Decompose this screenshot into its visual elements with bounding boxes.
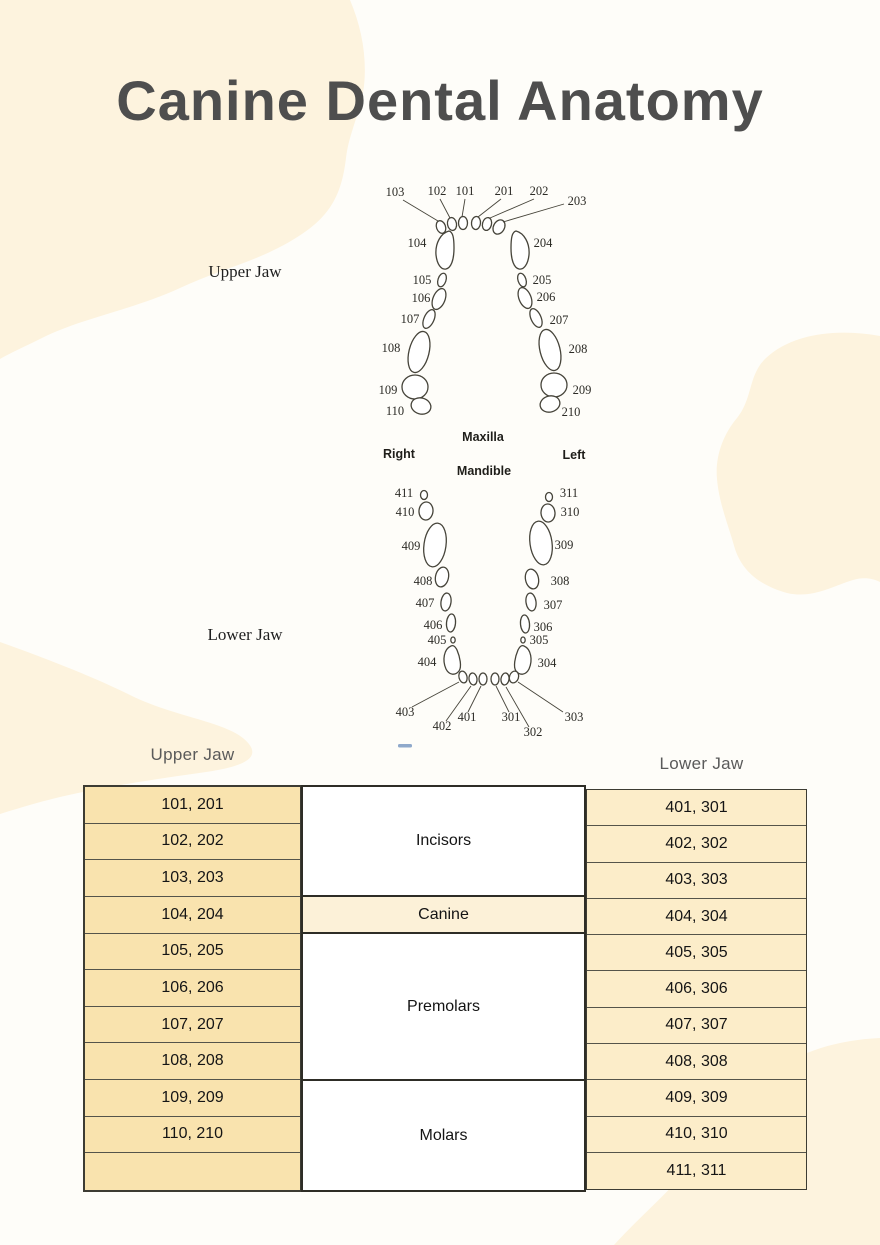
diagram-label-403: 403	[395, 705, 415, 719]
diagram-label-right: Right	[383, 447, 415, 461]
table-row: 404, 304	[587, 899, 806, 935]
table-row: 409, 309	[587, 1080, 806, 1116]
diagram-label-311: 311	[559, 486, 579, 500]
table-row: 410, 310	[587, 1117, 806, 1153]
tooth-category-column	[301, 785, 586, 1192]
diagram-label-left: Left	[562, 448, 586, 462]
diagram-label-406: 406	[423, 618, 443, 632]
diagram-label-103: 103	[385, 185, 405, 199]
diagram-label-304: 304	[537, 656, 557, 670]
lower-jaw-numbers-column	[586, 789, 807, 1190]
table-row: 110, 210	[85, 1117, 300, 1154]
diagram-label-411: 411	[394, 486, 414, 500]
page-title: Canine Dental Anatomy	[116, 69, 764, 132]
diagram-label-102: 102	[427, 184, 447, 198]
blob-right-middle	[717, 333, 880, 595]
table-row: 401, 301	[587, 790, 806, 826]
diagram-label-302: 302	[523, 725, 543, 739]
diagram-label-207: 207	[549, 313, 569, 327]
category-cell: Molars	[303, 1081, 584, 1190]
diagram-label-409: 409	[401, 539, 421, 553]
diagram-label-201: 201	[494, 184, 514, 198]
diagram-label-110: 110	[385, 404, 405, 418]
upper-leader-lines	[403, 199, 564, 222]
table-row: 109, 209	[85, 1080, 300, 1117]
lower-jaw-diagram-label: Lower Jaw	[207, 625, 283, 644]
table-row: 108, 208	[85, 1043, 300, 1080]
diagram-label-208: 208	[568, 342, 588, 356]
table-row: 403, 303	[587, 863, 806, 899]
table-row: 105, 205	[85, 934, 300, 971]
table-row: 103, 203	[85, 860, 300, 897]
upper-jaw-diagram-label: Upper Jaw	[208, 262, 282, 281]
diagram-label-205: 205	[532, 273, 552, 287]
diagram-label-408: 408	[413, 574, 433, 588]
table-row: 102, 202	[85, 824, 300, 861]
table-row: 106, 206	[85, 970, 300, 1007]
lower-teeth-shapes	[415, 491, 556, 686]
diagram-label-210: 210	[561, 405, 581, 419]
diagram-label-306: 306	[533, 620, 553, 634]
diagram-label-202: 202	[529, 184, 549, 198]
diagram-label-mandible: Mandible	[456, 464, 512, 478]
diagram-label-101: 101	[455, 184, 475, 198]
diagram-label-404: 404	[417, 655, 437, 669]
diagram-label-206: 206	[536, 290, 556, 304]
table-row: 411, 311	[587, 1153, 806, 1189]
upper-jaw-numbers-column	[83, 785, 302, 1192]
diagram-label-407: 407	[415, 596, 435, 610]
diagram-label-402: 402	[432, 719, 452, 733]
diagram-label-107: 107	[400, 312, 420, 326]
diagram-label-maxilla: Maxilla	[462, 430, 504, 444]
category-cell: Canine	[303, 897, 584, 934]
diagram-label-310: 310	[560, 505, 580, 519]
table-row: 104, 204	[85, 897, 300, 934]
diagram-label-305: 305	[529, 633, 549, 647]
table-row: 405, 305	[587, 935, 806, 971]
table-row: 406, 306	[587, 971, 806, 1007]
table-row: 407, 307	[587, 1008, 806, 1044]
diagram-label-405: 405	[427, 633, 447, 647]
diagram-label-401: 401	[457, 710, 477, 724]
diagram-label-410: 410	[395, 505, 415, 519]
diagram-label-105: 105	[412, 273, 432, 287]
diagram-number-labels	[379, 184, 592, 739]
diagram-label-307: 307	[543, 598, 563, 612]
category-cell: Premolars	[303, 934, 584, 1081]
table-row: 402, 302	[587, 826, 806, 862]
diagram-label-203: 203	[567, 194, 587, 208]
upper-jaw-table-header: Upper Jaw	[150, 745, 235, 764]
diagram-label-308: 308	[550, 574, 570, 588]
diagram-label-109: 109	[378, 383, 398, 397]
table-row: 101, 201	[85, 787, 300, 824]
category-cell: Incisors	[303, 787, 584, 897]
diagram-label-301: 301	[501, 710, 521, 724]
diagram-label-209: 209	[572, 383, 592, 397]
blob-top-left	[0, 0, 365, 359]
blue-dash-mark	[398, 744, 412, 748]
diagram-label-108: 108	[381, 341, 401, 355]
diagram-label-106: 106	[411, 291, 431, 305]
table-row: 408, 308	[587, 1044, 806, 1080]
diagram-label-104: 104	[407, 236, 427, 250]
table-row: 107, 207	[85, 1007, 300, 1044]
diagram-label-303: 303	[564, 710, 584, 724]
diagram-label-204: 204	[533, 236, 553, 250]
diagram-label-309: 309	[554, 538, 574, 552]
lower-jaw-table-header: Lower Jaw	[659, 754, 744, 773]
dental-diagram	[365, 180, 600, 755]
table-row	[85, 1153, 300, 1190]
